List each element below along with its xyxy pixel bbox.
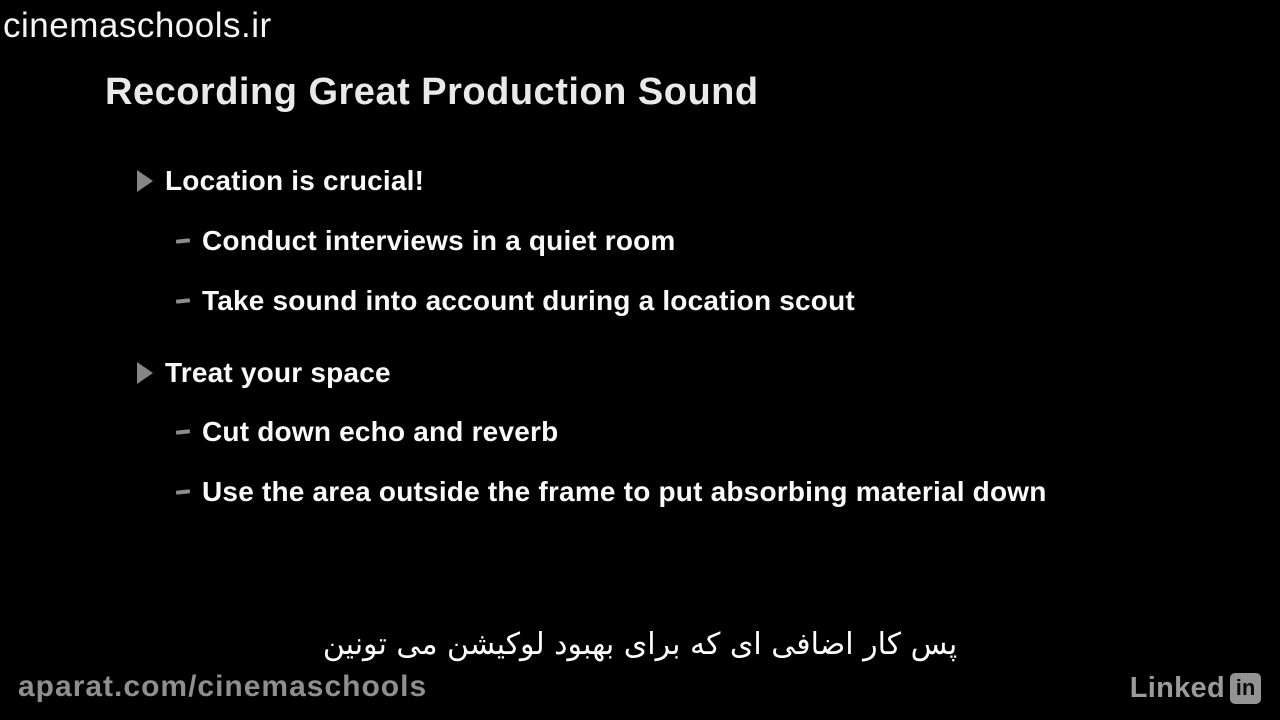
dash-bullet-icon bbox=[176, 298, 190, 303]
sub-bullet-label: Use the area outside the frame to put absorbing material down bbox=[202, 476, 1047, 507]
dash-bullet-icon bbox=[176, 489, 190, 494]
sub-bullet-label: Take sound into account during a location scout bbox=[202, 285, 855, 316]
sub-bullet-label: Conduct interviews in a quiet room bbox=[202, 225, 676, 256]
watermark-text: cinemaschools.ir bbox=[3, 6, 272, 45]
linkedin-in-icon: in bbox=[1230, 673, 1261, 704]
dash-bullet-icon bbox=[176, 238, 190, 243]
bullet-item bbox=[137, 356, 391, 390]
bullet-label: Treat your space bbox=[165, 357, 391, 388]
sub-bullet-item bbox=[176, 284, 855, 318]
dash-bullet-icon bbox=[176, 429, 190, 434]
triangle-bullet-icon bbox=[137, 362, 153, 384]
triangle-bullet-icon bbox=[137, 170, 153, 192]
sub-bullet-item bbox=[176, 224, 676, 258]
slide-title: Recording Great Production Sound bbox=[105, 71, 759, 113]
linkedin-logo bbox=[1130, 672, 1261, 705]
channel-url: aparat.com/cinemaschools bbox=[18, 670, 428, 703]
sub-bullet-item bbox=[176, 415, 558, 449]
subtitle-overlay: پس کار اضافی ای که برای بهبود لوکیشن می تونین bbox=[322, 627, 958, 662]
linkedin-wordmark: Linked bbox=[1129, 672, 1225, 704]
sub-bullet-label: Cut down echo and reverb bbox=[202, 416, 559, 447]
bullet-item bbox=[137, 164, 424, 198]
bullet-label: Location is crucial! bbox=[165, 165, 425, 196]
sub-bullet-item bbox=[176, 475, 1047, 509]
